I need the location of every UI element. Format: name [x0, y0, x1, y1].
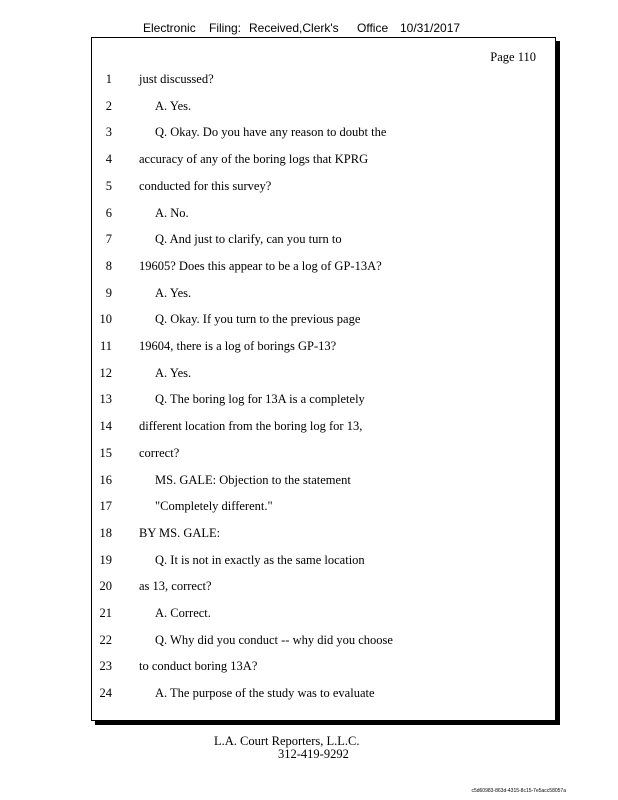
line-text: different location from the boring log for 13, — [139, 419, 363, 434]
line-number: 22 — [99, 632, 112, 647]
line-number: 4 — [105, 152, 112, 167]
transcript-line — [0, 633, 618, 649]
line-text: A. Yes. — [155, 285, 192, 300]
header-filing: Filing: — [209, 21, 242, 35]
transcript-line — [0, 206, 618, 222]
line-number: 17 — [99, 499, 112, 514]
line-text: A. Correct. — [155, 606, 211, 620]
transcript-line — [0, 312, 618, 328]
line-text: BY MS. GALE: — [139, 525, 221, 540]
line-text: conducted for this survey? — [139, 178, 272, 193]
line-number: 13 — [99, 392, 112, 407]
document-hash: c5d60983-863d-4315-8c15-7e5acc58057a — [471, 788, 566, 794]
line-text: Q. Why did you conduct -- why did you choose — [155, 632, 393, 647]
line-text: Q. Okay. Do you have any reason to doubt the — [155, 125, 387, 140]
line-number: 20 — [99, 579, 112, 594]
line-text: 19605? Does this appear to be a log of GP-13A? — [139, 258, 382, 273]
transcript-line — [0, 366, 618, 382]
transcript-line — [0, 286, 618, 302]
transcript-line — [0, 686, 618, 702]
line-number: 14 — [99, 419, 112, 434]
line-number: 9 — [105, 285, 112, 300]
line-text: Q. The boring log for 13A is a completely — [155, 392, 365, 407]
transcript-line — [0, 579, 618, 595]
line-text: MS. GALE: Objection to the statement — [155, 472, 351, 487]
header-date: 10/31/2017 — [400, 21, 461, 35]
transcript-line — [0, 473, 618, 489]
line-text: Q. Okay. If you turn to the previous page — [155, 312, 361, 327]
transcript-line — [0, 152, 618, 168]
transcript-line — [0, 446, 618, 462]
footer-phone-number: 312-419-9292 — [278, 747, 349, 761]
line-number: 23 — [99, 659, 112, 674]
line-number: 10 — [99, 312, 112, 327]
transcript-line — [0, 553, 618, 569]
transcript-line — [0, 232, 618, 248]
line-text: 19604, there is a log of borings GP-13? — [139, 339, 337, 353]
line-number: 7 — [105, 232, 112, 247]
line-number: 1 — [105, 72, 112, 86]
header-electronic: Electronic — [143, 21, 196, 35]
transcript-line — [0, 392, 618, 408]
transcript-line — [0, 125, 618, 141]
transcript-line — [0, 72, 618, 88]
transcript-line — [0, 419, 618, 435]
line-number: 24 — [99, 686, 112, 701]
line-text: accuracy of any of the boring logs that KPRG — [139, 152, 369, 167]
line-number: 12 — [99, 365, 112, 380]
line-number: 5 — [105, 178, 112, 193]
transcript-line — [0, 606, 618, 622]
header-received: Received,Clerk's — [249, 21, 339, 35]
footer-company-name: L.A. Court Reporters, L.L.C. — [214, 734, 360, 748]
line-number: 11 — [99, 339, 112, 353]
transcript-line — [0, 499, 618, 515]
line-number: 18 — [99, 525, 112, 540]
page-number: Page 110 — [490, 50, 536, 64]
line-number: 6 — [105, 205, 112, 220]
line-number: 15 — [99, 445, 112, 460]
line-number: 21 — [99, 606, 112, 620]
line-text: correct? — [139, 445, 180, 460]
line-number: 3 — [105, 125, 112, 140]
line-text: to conduct boring 13A? — [139, 659, 258, 674]
transcript-line — [0, 259, 618, 275]
line-text: A. No. — [155, 205, 189, 220]
line-number: 8 — [105, 258, 112, 273]
line-text: A. The purpose of the study was to evaluate — [155, 686, 375, 701]
line-text: A. Yes. — [155, 98, 192, 113]
transcript-line — [0, 339, 618, 355]
transcript-line — [0, 659, 618, 675]
filing-stamp-header — [0, 21, 618, 37]
transcript-line — [0, 179, 618, 195]
line-number: 16 — [99, 472, 112, 487]
header-office: Office — [357, 21, 389, 35]
transcript-line — [0, 526, 618, 542]
line-text: Q. And just to clarify, can you turn to — [155, 232, 342, 247]
line-text: as 13, correct? — [139, 579, 212, 594]
line-text: "Completely different." — [155, 499, 273, 514]
line-text: Q. It is not in exactly as the same location — [155, 552, 365, 567]
line-text: just discussed? — [139, 72, 214, 86]
line-number: 19 — [99, 552, 112, 567]
line-text: A. Yes. — [155, 365, 192, 380]
line-number: 2 — [105, 98, 112, 113]
transcript-line — [0, 99, 618, 115]
